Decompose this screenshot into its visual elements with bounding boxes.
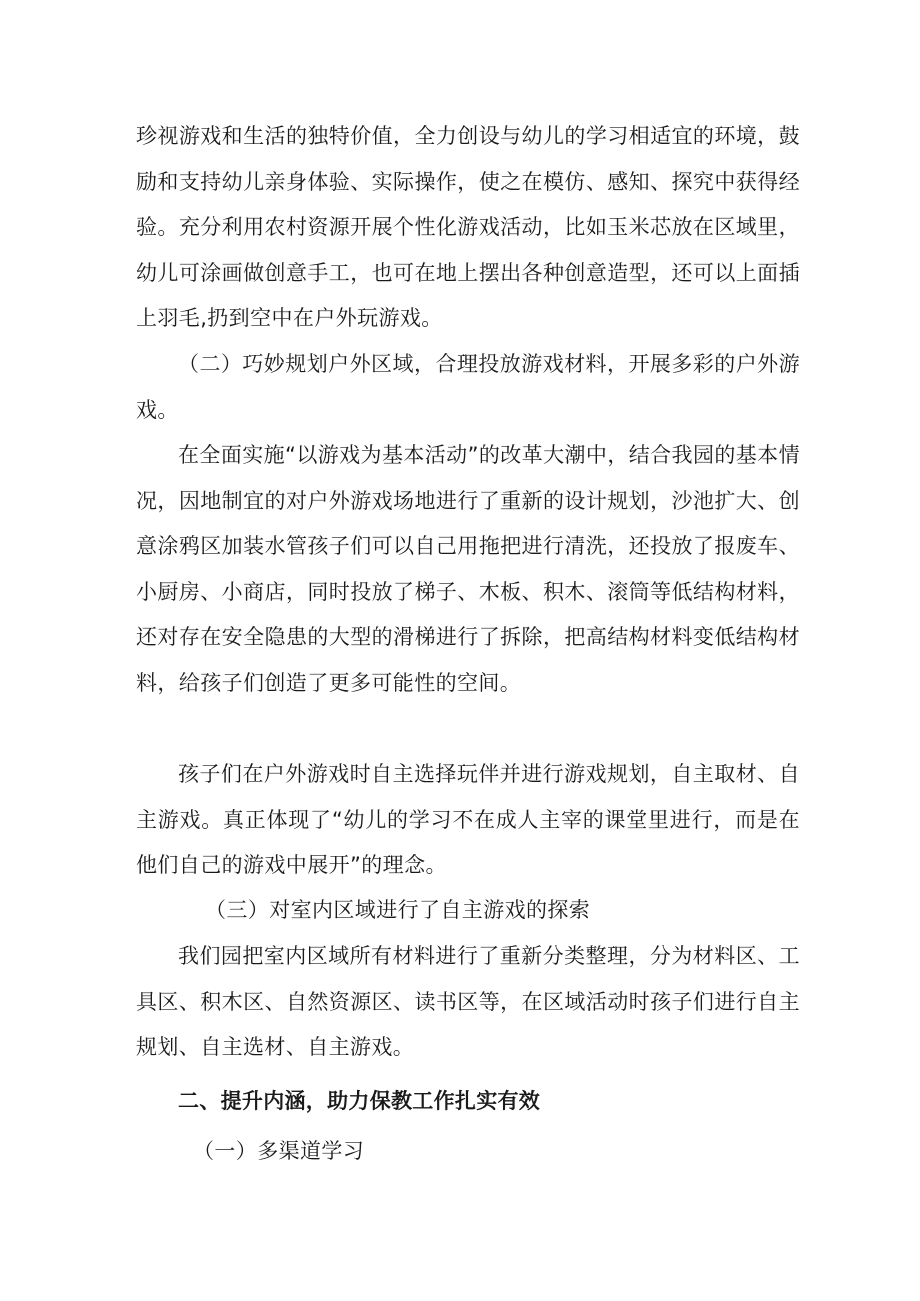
subheading-multi-channel-learning: （一）多渠道学习	[193, 1139, 365, 1163]
section-heading-improve-quality: 二、提升内涵，助力保教工作扎实有效	[178, 1089, 541, 1113]
paragraph-indoor-materials: 我们园把室内区域所有材料进行了重新分类整理，分为材料区、工具区、积木区、自然资源区、读书区等，在区域活动时孩子们进行自主规划、自主选材、自主游戏。	[136, 944, 800, 1059]
paragraph-game-value: 珍视游戏和生活的独特价值，全力创设与幼儿的学习相适宜的环境，鼓励和支持幼儿亲身体验、实际操作，使之在模仿、感知、探究中获得经验。充分利用农村资源开展个性化游戏活动，比如玉米芯放在区域里，幼儿可涂画做创意手工，也可在地上摆出各种创意造型，还可以上面插上羽毛,扔到空中在户外玩游戏。	[136, 124, 800, 330]
paragraph-outdoor-reform: 在全面实施“以游戏为基本活动”的改革大潮中，结合我园的基本情况，因地制宜的对户外游戏场地进行了重新的设计规划，沙池扩大、创意涂鸦区加装水管孩子们可以自己用拖把进行清洗，还投放了报废车、小厨房、小商店，同时投放了梯子、木板、积木、滚筒等低结构材料，还对存在安全隐患的大型的滑梯进行了拆除，把高结构材料变低结构材料，给孩子们创造了更多可能性的空间。	[136, 443, 800, 695]
paragraph-autonomous-play: 孩子们在户外游戏时自主选择玩伴并进行游戏规划，自主取材、自主游戏。真正体现了“幼儿的学习不在成人主宰的课堂里进行，而是在他们自己的游戏中展开”的理念。	[136, 762, 800, 877]
subheading-indoor-exploration: （三）对室内区域进行了自主游戏的探索	[205, 898, 591, 922]
subheading-outdoor-planning: （二）巧妙规划户外区域，合理投放游戏材料，开展多彩的户外游戏。	[136, 352, 800, 422]
